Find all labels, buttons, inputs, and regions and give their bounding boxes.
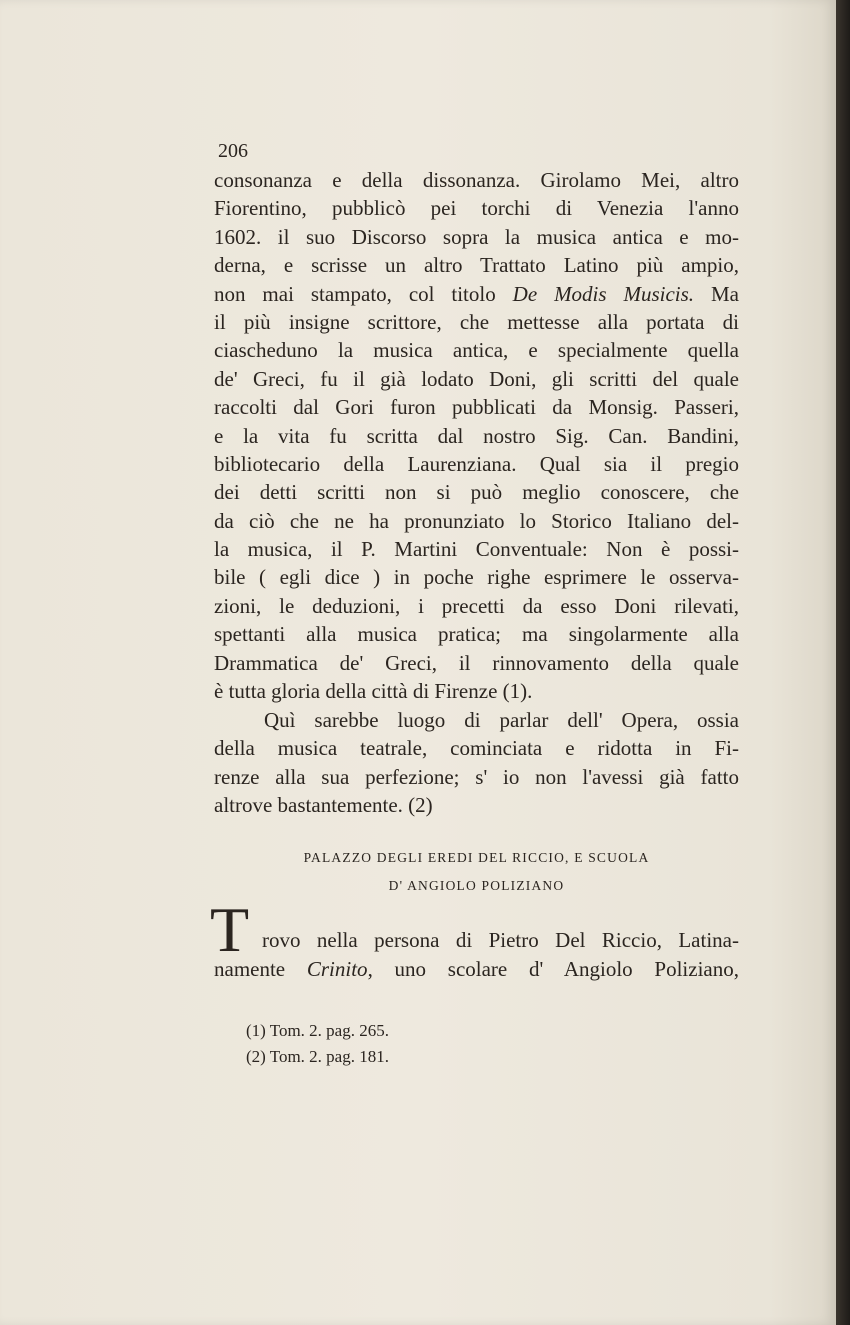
text-line: Fiorentino, pubblicò pei torchi di Venezia l'anno [214,196,739,221]
text-line: zioni, le deduzioni, i precetti da esso Doni rilevati, [214,593,739,618]
text-line: ciascheduno la musica antica, e specialmente quella [214,338,739,363]
text-line: de' Greci, fu il già lodato Doni, gli scritti del quale [214,366,739,391]
text-line: raccolti dal Gori furon pubblicati da Monsig. Passeri, [214,395,739,420]
text-line: e la vita fu scritta dal nostro Sig. Can. Bandini, [214,423,739,448]
text-line: da ciò che ne ha pronunziato lo Storico Italiano del- [214,508,739,533]
footnote-1: (1) Tom. 2. pag. 265. [246,1021,389,1040]
text-line: rovo nella persona di Pietro Del Riccio, Latina- [262,928,739,952]
footnote-2: (2) Tom. 2. pag. 181. [246,1047,389,1066]
paragraph-1 [214,166,739,705]
text-line: dei detti scritti non si può meglio conoscere, che [214,480,739,505]
text-line-with-title [214,280,739,308]
section-heading-line-2: D' ANGIOLO POLIZIANO [388,878,565,893]
paragraph-3 [214,955,739,983]
text-segment: , uno scolare d' Angiolo Poliziano, [367,957,739,981]
text-segment: Ma [694,281,739,306]
page-number: 206 [218,140,248,162]
text-line: renze alla sua perfezione; s' io non l'avessi già fatto [214,764,739,789]
text-line: Quì sarebbe luogo di parlar dell' Opera, ossia [264,708,739,732]
paragraph-2 [214,706,739,820]
text-line-with-italic [214,955,739,983]
text-line: la musica, il P. Martini Conventuale: Non è possi- [214,537,739,562]
text-line: derna, e scrisse un altro Trattato Latino più ampio, [214,253,739,278]
text-line: della musica teatrale, cominciata e ridotta in Fi- [214,736,739,761]
italic-name: Crinito [306,957,368,981]
text-segment: non mai stampato, col titolo [214,281,513,306]
text-line: Drammatica de' Greci, il rinnovamento della quale [214,650,739,675]
text-line: bibliotecario della Laurenziana. Qual sia il pregio [214,451,739,476]
text-line: 1602. il suo Discorso sopra la musica antica e mo- [214,224,739,249]
text-line: spettanti alla musica pratica; ma singolarmente alla [214,622,739,647]
text-line: bile ( egli dice ) in poche righe esprimere le osserva- [214,565,739,590]
text-line: il più insigne scrittore, che mettesse alla portata di [214,309,739,334]
text-segment: namente [214,957,307,981]
text-line: consonanza e della dissonanza. Girolamo Mei, altro [214,168,739,192]
drop-cap: T [210,894,250,965]
section-heading-line-1: PALAZZO DEGLI EREDI DEL RICCIO, E SCUOLA [303,850,650,865]
italic-title: De Modis Musicis. [512,281,695,306]
book-edge [836,0,850,1325]
footnotes [246,1018,389,1070]
text-line: altrove bastantemente. (2) [214,793,433,818]
text-line: è tutta gloria della città di Firenze (1). [214,679,533,704]
paragraph-3-first-line [262,926,739,954]
